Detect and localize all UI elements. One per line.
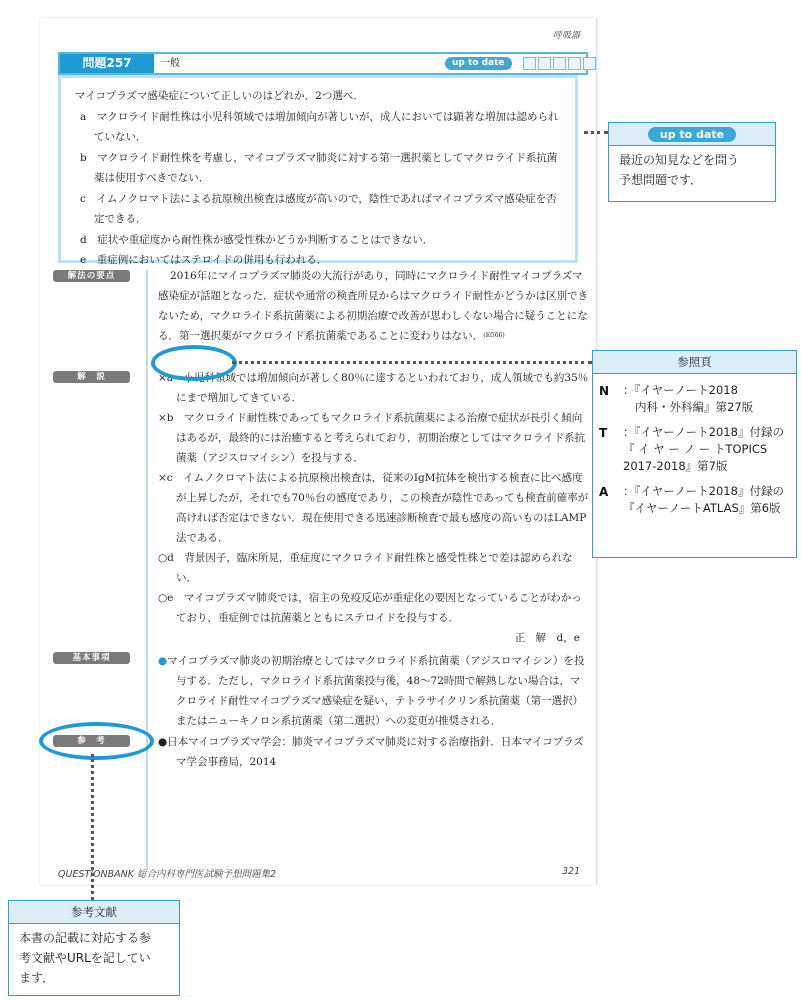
section-kihon-text: [158, 651, 590, 731]
callout-literature-line: ます．: [19, 971, 55, 985]
check-box: [568, 57, 581, 70]
margin-rule: [146, 270, 148, 870]
page-ref-highlight-ellipse: [151, 345, 237, 381]
check-box: [538, 57, 551, 70]
question-stem: マイコプラズマ感染症について正しいのはどれか．2つ選べ．: [75, 90, 364, 102]
question-header-bar: [58, 52, 588, 75]
topics-book-icon: T: [599, 426, 608, 440]
check-box: [553, 57, 566, 70]
question-option-d: d 症状や重症度から耐性株か感受性株かどうか判断することはできない．: [80, 233, 434, 246]
callout-up-to-date-title: up to date: [648, 127, 736, 142]
page-footer-title: QUESTIONBANK 総合内科専門医試験予想問題集2: [58, 869, 277, 880]
question-category: 一般: [160, 58, 180, 69]
callout-literature-title: 参考文献: [9, 901, 179, 924]
kihon-paragraph: マイコプラズマ肺炎の初期治療としてはマクロライド系抗菌薬（アジスロマイシン）を投与する．ただし，マクロライド系抗菌薬投与後，48～72時間で解熱しない場合は，マクロライド耐性マイコプラズマ感染症を疑い，テトラサイクリン系抗菌薬（第一選択）またはニューキノロン系抗菌薬（第二選択）への変更が推奨される．: [167, 655, 585, 727]
section-label-sanko: 参 考: [53, 735, 130, 747]
page-header-section: 呼吸器: [552, 31, 580, 41]
reference-row: N ：『イヤーノート2018 内科・外科編』第27版: [599, 383, 754, 414]
up-to-date-badge: up to date: [445, 57, 512, 70]
explanation-c: ×c イムノクロマト法による抗原検出検査は，従来のIgM抗体を検出する検査に比べ感度が上昇したが，それでも70％台の感度であり，この検査が陰性であっても検査前確率が高ければ否定はできない．現在使用できる迅速診断検査で最も感度の高いものはLAMP法である．: [158, 472, 589, 544]
callout-literature-line: 本書の記載に対応する参: [19, 931, 152, 945]
section-label-kaiho: 解法の要点: [53, 270, 130, 282]
page-number: 321: [562, 866, 581, 877]
explanation-a: ×a 小児科領域では増加傾向が著しく80％に達するといわれており，成人領域でも約35％にまで増加してきている．: [158, 372, 589, 404]
section-label-kihon: 基本事項: [53, 652, 130, 664]
explanation-d: ○d 背景因子，臨床所見，重症度にマクロライド耐性株と感受性株とで差は認められない．: [158, 552, 573, 584]
page-ref-tag: (☒566): [483, 332, 505, 339]
check-boxes: [523, 57, 596, 70]
section-kaisetsu-text: [158, 368, 590, 648]
atlas-book-icon: A: [599, 485, 609, 499]
question-body: [58, 75, 578, 266]
callout-literature: [8, 900, 180, 996]
connector-literature: [91, 754, 94, 900]
kaiho-paragraph: 2016年にマイコプラズマ肺炎の大流行があり，同時にマクロライド耐性マイコプラズマ感染症が話題となった．症状や通常の検査所見からはマクロライド耐性かどうかは区別できないため，マクロライド系抗菌薬による初期治療で改善が思わしくない場合に疑うことになる．第一選択薬がマクロライド系抗菌薬であることに変わりはない．: [158, 270, 589, 342]
callout-up-to-date-line: 最近の知見などを問う: [619, 153, 740, 167]
check-box: [583, 57, 596, 70]
question-option-c: c イムノクロマト法による抗原検出検査は感度が高いので，陰性であればマイコプラズマ感染症を否定できる．: [80, 192, 557, 225]
year-note-book-icon: N: [599, 384, 610, 398]
reference-row: A ：『イヤーノート2018』付録の 『イヤーノートATLAS』第6版: [599, 484, 784, 515]
bullet-icon: ●: [158, 736, 168, 748]
question-number: 問題257: [60, 54, 154, 73]
callout-up-to-date-line: 予想問題です．: [619, 173, 703, 187]
section-kaiho-text: [158, 266, 590, 346]
correct-answer: 正 解 d，e: [514, 632, 580, 644]
connector-up-to-date: [584, 131, 608, 134]
bullet-icon: ●: [158, 655, 168, 667]
question-option-b: b マクロライド耐性株を考慮し，マイコプラズマ肺炎に対する第一選択薬としてマクロライド系抗菌薬は使用すべきでない．: [80, 151, 558, 184]
callout-references: [592, 350, 797, 558]
explanation-e: ○e マイコプラズマ肺炎では，宿主の免疫反応が重症化の要因となっていることがわかっており，重症例では抗菌薬とともにステロイドを投与する．: [158, 592, 582, 624]
check-box: [523, 57, 536, 70]
connector-references: [232, 361, 592, 364]
sanko-paragraph: 日本マイコプラズマ学会：肺炎マイコプラズマ肺炎に対する治療指針．日本マイコプラズマ学会事務局，2014: [167, 736, 584, 768]
reference-row: T ：『イヤーノート2018』付録の 『 イ ヤ ー ノ ー トTOPICS 2017-2018』第7版: [599, 425, 784, 473]
explanation-b: ×b マクロライド耐性株であってもマクロライド系抗菌薬による治療で症状が長引く傾向はあるが，最終的には治癒すると考えられており，初期治療としてはマクロライド系抗菌薬（アジスロマイシン）を投与する．: [158, 412, 586, 464]
reference-label-highlight-ellipse: [39, 722, 154, 760]
callout-up-to-date: [608, 122, 776, 202]
callout-references-title: 参照頁: [593, 351, 796, 374]
callout-literature-line: 考文献やURLを記してい: [19, 951, 151, 965]
section-label-kaisetsu: 解 説: [53, 371, 130, 383]
question-option-e: e 重症例においてはステロイドの併用も行われる．: [80, 254, 328, 266]
section-sanko-text: [158, 732, 590, 772]
question-option-a: a マクロライド耐性株は小児科領域では増加傾向が著しいが，成人においては顕著な増加は認められていない．: [80, 110, 559, 143]
